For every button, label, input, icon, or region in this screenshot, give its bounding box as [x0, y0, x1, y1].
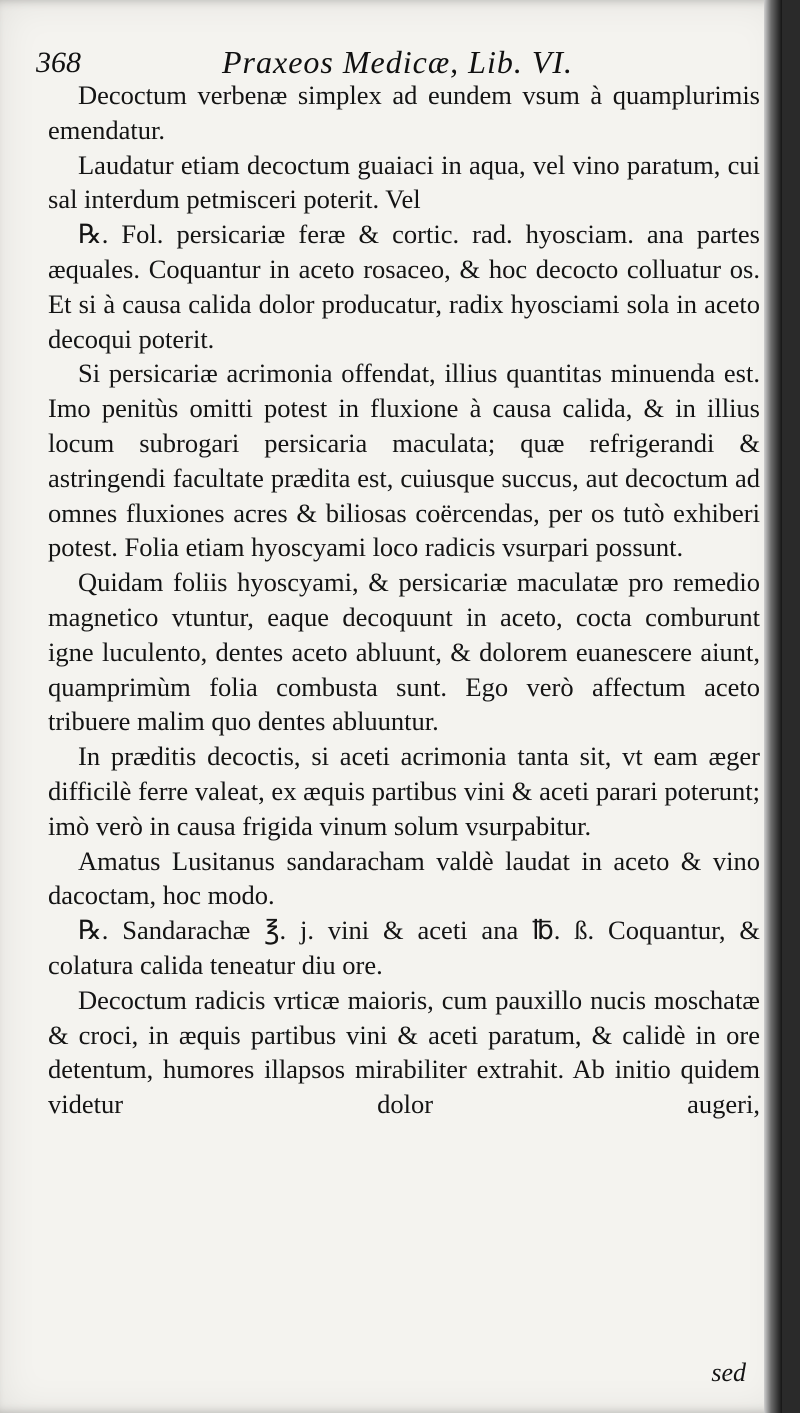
paragraph: Decoctum verbenæ simplex ad eundem vsum à quamplurimis emendatur.	[48, 80, 760, 145]
running-head: Praxeos Medicæ, Lib. VI.	[222, 44, 574, 80]
page-number: 368	[36, 46, 81, 79]
paragraph: Decoctum radicis vrticæ maioris, cum pauxillo nucis moschatæ & croci, in æquis partibus vini & aceti paratum, & calidè in ore detentum, humores illapsos mirabiliter extrahit. Ab initio quidem videtur dolor augeri,	[48, 984, 760, 1120]
paragraph: In præditis decoctis, si aceti acrimonia tanta sit, vt eam æger difficilè ferre valeat, ex æquis partibus vini & aceti parari poterunt; imò verò in causa frigida vinum solum vsurpabitur.	[48, 741, 760, 841]
body-text	[48, 78, 760, 1122]
paragraph: ℞. Fol. persicariæ feræ & cortic. rad. hyosciam. ana partes æquales. Coquantur in aceto rosaceo, & hoc decocto colluatur os. Et si à causa calida dolor producatur, radix hyosciami sola in aceto decoqui poterit.	[48, 219, 760, 354]
paragraph: Si persicariæ acrimonia offendat, illius quantitas minuenda est. Imo penitùs omitti potest in fluxione à causa calida, & in illius locum subrogari persicaria maculata; quæ refrigerandi & astringendi facultate prædita est, cuiusque succus, aut decoctum ad omnes fluxiones acres & biliosas coërcendas, per os tutò exhiberi potest. Folia etiam hyoscyami loco radicis vsurpari possunt.	[48, 358, 760, 563]
paragraph: ℞. Sandarachæ ℥. j. vini & aceti ana ℔. ß. Coquantur, & colatura calida teneatur diu ore.	[48, 915, 760, 980]
paragraph: Amatus Lusitanus sandaracham valdè laudat in aceto & vino dacoctam, hoc modo.	[48, 845, 760, 911]
page-edge-shadow	[764, 0, 782, 1413]
paragraph: Laudatur etiam decoctum guaiaci in aqua, vel vino paratum, cui sal interdum petmisceri poterit. Vel	[48, 149, 760, 215]
catchword: sed	[711, 1358, 746, 1387]
paragraph: Quidam foliis hyoscyami, & persicariæ maculatæ pro remedio magnetico vtuntur, eaque decoquunt in aceto, cocta comburunt igne luculento, dentes aceto abluunt, & dolorem euanescere aiunt, quamprimùm folia combusta sunt. Ego verò affectum aceto tribuere malim quo dentes abluuntur.	[48, 567, 760, 737]
